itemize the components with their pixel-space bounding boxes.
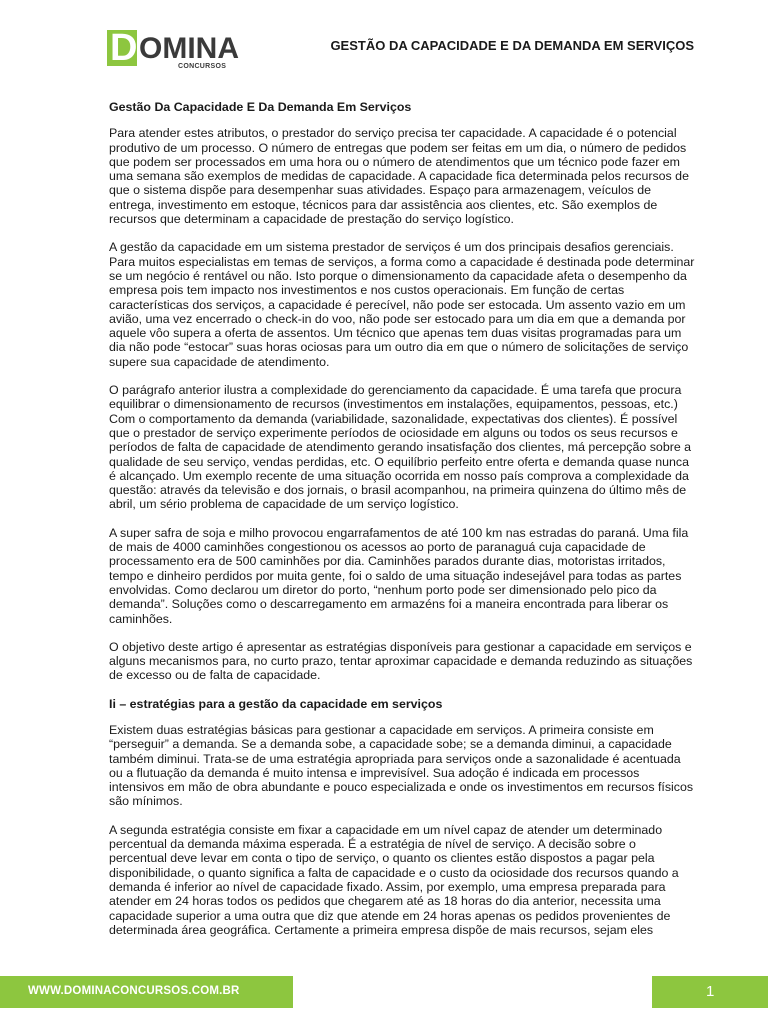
logo-letter: D: [110, 27, 138, 69]
section-heading: Ii – estratégias para a gestão da capacidade em serviços: [109, 696, 443, 711]
footer-url-bar: [0, 976, 293, 1008]
paragraph-4: A super safra de soja e milho provocou engarrafamentos de até 100 km nas estradas do paraná. Uma fila de mais de 4000 caminhões congestionou os acessos ao porto de paranaguá cuja capacidade de processamento era de 500 caminhões por dia. Caminhões parados durante dias, motoristas irritados, tempo e dinheiro perdidos por muita gente, foi o saldo de uma situação indesejável para todas as partes envolvidas. Como declarou um diretor do porto, “nenhum porto pode ser dimensionado pelo pico da demanda”. Soluções como o descarregamento em armazéns foi a maneira encontrada para liberar os caminhões.: [109, 525, 689, 626]
paragraph-1: Para atender estes atributos, o prestador do serviço precisa ter capacidade. A capacidade é o potencial produtivo de um processo. O número de entregas que podem ser feitas em um dia, o número de pedidos que podem ser processados em uma hora ou o número de atendimentos que um técnico pode fazer em uma semana são exemplos de medidas de capacidade. A capacidade fica determinada pelos recursos de que o sistema dispõe para desempenhar suas atividades. Espaço para armazenagem, veículos de entrega, investimento em estoque, técnicos para dar assistência aos clientes, etc. São exemplos de recursos que determinam a capacidade de prestação do serviço logístico.: [109, 126, 689, 227]
logo-subtitle: CONCURSOS: [178, 63, 227, 70]
page-number: 1: [706, 983, 715, 1000]
paragraph-3: O parágrafo anterior ilustra a complexidade do gerenciamento da capacidade. É uma tarefa que procura equilibrar o dimensionamento de recursos (investimentos em instalações, equipamentos, pessoas, etc.) Com o comportamento da demanda (variabilidade, sazonalidade, expectativas dos clientes). É possível que o prestador de serviço experimente períodos de ociosidade em alguns ou todos os seus recursos e períodos de falta de capacidade de atendimento gerando insatisfação dos clientes, má percepção sobre a qualidade de seu serviço, vendas perdidas, etc. O equilíbrio perfeito entre oferta e demanda quase nunca é alcançado. Um exemplo recente de uma situação ocorrida em nosso país comprova a complexidade da questão: através da televisão e dos jornais, o brasil acompanhou, na primeira quinzena do último mês de abril, um sério problema de capacidade de um serviço logístico.: [109, 383, 692, 512]
logo-wordmark: OMINA: [139, 32, 239, 65]
paragraph-5: O objetivo deste artigo é apresentar as estratégias disponíveis para gestionar a capacidade em serviços e alguns mecanismos para, no curto prazo, tentar aproximar capacidade e demanda reduzindo as situações de excesso ou de falta de capacidade.: [109, 639, 693, 683]
document-body: [109, 100, 695, 951]
footer-url-link[interactable]: WWW.DOMINACONCURSOS.COM.BR: [28, 985, 240, 997]
paragraph-6: Existem duas estratégias básicas para gestionar a capacidade em serviços. A primeira consiste em “perseguir” a demanda. Se a demanda sobe, a capacidade sobe; se a demanda diminui, a capacidade também diminui. Trata-se de uma estratégia apropriada para serviços onde a sazonalidade é acentuada ou a flutuação da demanda é muito intensa e imprevisível. Sua adoção é indicada em processos intensivos em mão de obra abundante e pouco especializada e onde os investimentos em recursos físicos são mínimos.: [109, 722, 694, 809]
domina-logo: [107, 27, 239, 74]
footer-page-box: [652, 976, 768, 1008]
paragraph-7: A segunda estratégia consiste em fixar a capacidade em um nível capaz de atender um determinado percentual da demanda máxima esperada. É a estratégia de nível de serviço. A decisão sobre o percentual deve levar em conta o tipo de serviço, o quanto os clientes estão dispostos a pagar pela disponibilidade, o quanto significa a falta de capacidade e o custo da ociosidade dos recursos quando a demanda é inferior ao nível de capacidade fixado. Assim, por exemplo, uma empresa preparada para atender em 24 horas todos os pedidos que chegarem até as 18 horas do dia anterior, necessita uma capacidade superior a uma outra que diz que atende em 24 horas apenas os pedidos provenientes de determinada área geográfica. Certamente a primeira empresa dispõe de mais recursos, sejam eles: [109, 822, 679, 937]
page-header: [0, 0, 768, 80]
logo-green-box: [107, 27, 138, 69]
header-title: GESTÃO DA CAPACIDADE E DA DEMANDA EM SERVIÇOS: [330, 38, 694, 53]
paragraph-2: A gestão da capacidade em um sistema prestador de serviços é um dos principais desafios gerenciais. Para muitos especialistas em temas de serviços, a forma como a capacidade é destinada pode determinar se um negócio é rentável ou não. Isto porque o dimensionamento da capacidade afeta o desempenho da empresa pois tem impacto nos investimentos e nos custos operacionais. Em função de certas características dos serviços, a capacidade é perecível, não pode ser estocada. Um assento vazio em um avião, uma vez encerrado o check-in do voo, não pode ser estocado para um dia em que a demanda por aquele vôo supera a oferta de assentos. Um técnico que apenas tem duas visitas programadas para um dia não pode “estocar” suas horas ociosas para um outro dia em que o número de solicitações de serviço supere sua capacidade de atendimento.: [109, 240, 695, 369]
document-heading: Gestão Da Capacidade E Da Demanda Em Serviços: [109, 100, 412, 114]
